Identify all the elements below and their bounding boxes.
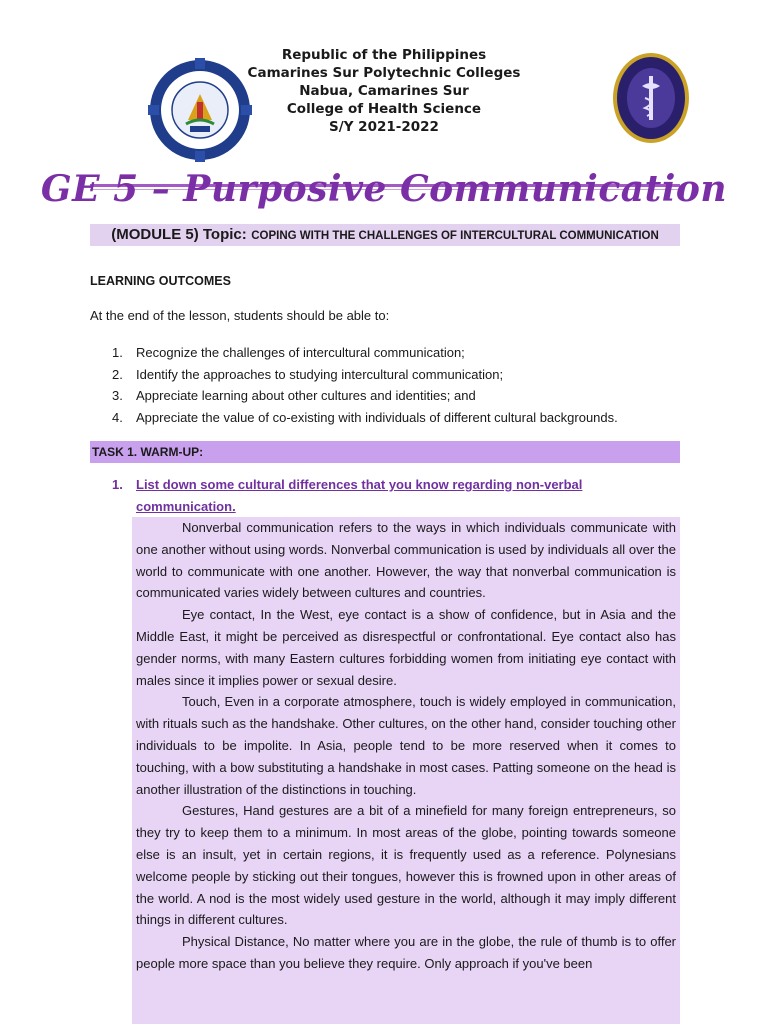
answer-paragraph: Physical Distance, No matter where you are in the globe, the rule of thumb is to offer people more space than you believe they require. Only approach if you've been [136,934,676,971]
list-item-number: 2. [112,366,123,382]
header-line: Nabua, Camarines Sur [299,83,469,99]
cspc-seal-icon [148,58,252,162]
list-item-text: Identify the approaches to studying intercultural communication; [136,366,504,382]
learning-outcomes-heading: LEARNING OUTCOMES [90,274,231,288]
question-text: List down some cultural differences that you know regarding non-verbal communication. [136,477,583,514]
list-item-number: 1. [112,345,123,360]
list-item-text: Appreciate the value of co-existing with individuals of different cultural backgrounds. [136,409,618,425]
topic-bar [90,224,680,246]
list-item [90,407,618,429]
course-title: GE 5 – Purposive Communication [40,168,728,210]
module-label: (MODULE 5) Topic: [111,226,247,243]
list-item-number: 4. [112,409,123,425]
header-line: Republic of the Philippines [281,47,487,63]
learning-outcomes-intro: At the end of the lesson, students should be able to: [90,308,390,323]
header-line: Camarines Sur Polytechnic Colleges [247,65,521,81]
college-of-health-science-seal-icon [612,52,690,144]
list-item-number: 3. [112,388,123,403]
header-line: S/Y 2021-2022 [329,119,439,135]
list-item-text: Appreciate learning about other cultures and identities; and [136,388,476,403]
answer-paragraph: Gestures, Hand gestures are a bit of a minefield for many foreign entrepreneurs, so they try to keep them to a minimum. In most areas of the globe, pointing towards someone else is an insult, yet in certain regions, it is frequently used as a reference. Polynesians welcome people by sticking out their tongues, however this is frowned upon in other areas of the world. A nod is the most widely used gesture in the world, although it may imply different things in different cultures. [136,803,676,928]
list-item [90,364,618,386]
task-heading: TASK 1. WARM-UP: [90,441,680,463]
topic-text: COPING WITH THE CHALLENGES OF INTERCULTURAL COMMUNICATION [251,230,659,242]
answer-paragraph: Eye contact, In the West, eye contact is a show of confidence, but in Asia and the Middle East, it might be perceived as disrespectful or confrontational. Eye contact also has gender norms, with many Eastern cultures forbidding women from initiating eye contact with males since it implies power or sexual desire. [136,607,676,688]
question-number: 1. [112,477,123,492]
list-item [90,385,618,407]
header-line: College of Health Science [286,101,482,117]
list-item [90,342,618,364]
learning-outcomes-list [90,342,618,428]
answer-box [132,517,680,1024]
list-item-text: Recognize the challenges of intercultural communication; [136,345,465,360]
answer-paragraph: Touch, Even in a corporate atmosphere, touch is widely employed in communication, with rituals such as the handshake. Other cultures, on the other hand, consider touching other individuals to be impolite. In Asia, people tend to be more reserved when it comes to touching, with a bow substituting a handshake in most cases. Patting someone on the head is another illustration of the distinctions in touching. [136,694,676,797]
document-header [0,40,768,146]
task-question [90,474,610,518]
answer-paragraph: Nonverbal communication refers to the ways in which individuals communicate with one another without using words. Nonverbal communication is used by individuals all over the world to communicate with one another. However, the way that nonverbal communication is communicated varies widely between cultures and countries. [136,520,676,601]
institution-header [240,46,528,136]
